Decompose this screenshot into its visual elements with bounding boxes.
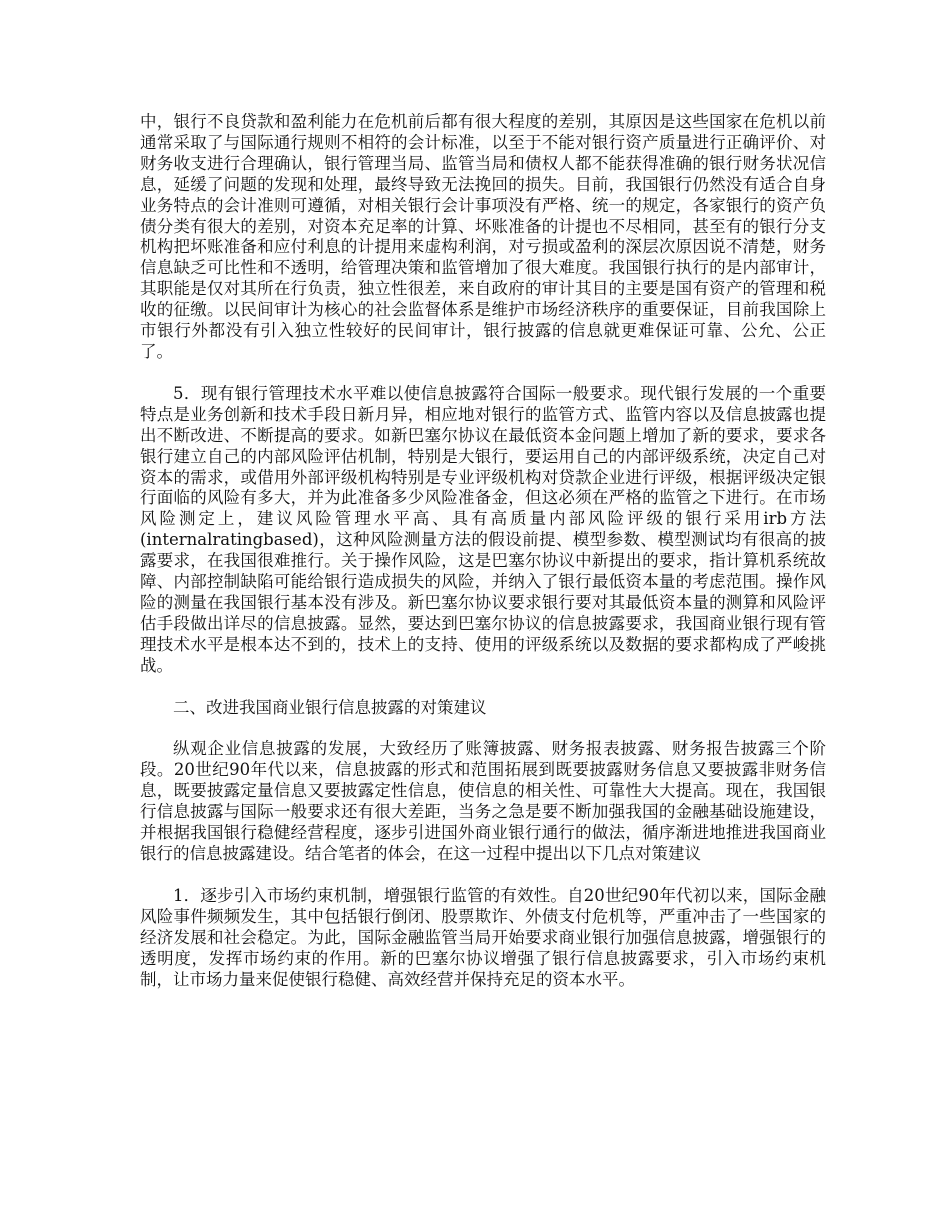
- body-paragraph-2: 5．现有银行管理技术水平难以使信息披露符合国际一般要求。现代银行发展的一个重要特点是业务创新和技术手段日新月异，相应地对银行的监管方式、监管内容以及信息披露也提出不断改进、不断提高的要求。如新巴塞尔协议在最低资本金问题上增加了新的要求，要求各银行建立自己的内部风险评估机制，特别是大银行，要运用自己的内部评级系统，决定自己对资本的需求，或借用外部评级机构特别是专业评级机构对贷款企业进行评级，根据评级决定银行面临的风险有多大，并为此准备多少风险准备金，但这必须在严格的监管之下进行。在市场风险测定上，建议风险管理水平高、具有高质量内部风险评级的银行采用irb方法(internalratingbased)，这种风险测量方法的假设前提、模型参数、模型测试均有很高的披露要求，在我国很难推行。关于操作风险，这是巴塞尔协议中新提出的要求，指计算机系统故障、内部控制缺陷可能给银行造成损失的风险，并纳入了银行最低资本量的考虑范围。操作风险的测量在我国银行基本没有涉及。新巴塞尔协议要求银行要对其最低资本量的测算和风险评估手段做出详尽的信息披露。显然，要达到巴塞尔协议的信息披露要求，我国商业银行现有管理技术水平是根本达不到的，技术上的支持、使用的评级系统以及数据的要求都构成了严峻挑战。: [140, 383, 826, 675]
- body-paragraph-1: 中，银行不良贷款和盈利能力在危机前后都有很大程度的差别，其原因是这些国家在危机以前通常采取了与国际通行规则不相符的会计标准，以至于不能对银行资产质量进行正确评价、对财务收支进行合理确认，银行管理当局、监管当局和债权人都不能获得准确的银行财务状况信息，延缓了问题的发现和处理，最终导致无法挽回的损失。目前，我国银行仍然没有适合自身业务特点的会计准则可遵循，对相关银行会计事项没有严格、统一的规定，各家银行的资产负债分类有很大的差别，对资本充足率的计算、坏账准备的计提也不尽相同，甚至有的银行分支机构把坏账准备和应付利息的计提用来虚构利润，对亏损或盈利的深层次原因说不清楚，财务信息缺乏可比性和不透明，给管理决策和监管增加了很大难度。我国银行执行的是内部审计，其职能是仅对其所在行负责，独立性很差，来自政府的审计其目的主要是国有资产的管理和税收的征缴。以民间审计为核心的社会监督体系是维护市场经济秩序的重要保证，目前我国除上市银行外都没有引入独立性较好的民间审计，银行披露的信息就更难保证可靠、公允、公正了。: [140, 112, 826, 361]
- body-paragraph-4: 1．逐步引入市场约束机制，增强银行监管的有效性。自20世纪90年代初以来，国际金融风险事件频频发生，其中包括银行倒闭、股票欺诈、外债支付危机等，严重冲击了一些国家的经济发展和社会稳定。为此，国际金融监管当局开始要求商业银行加强信息披露，增强银行的透明度，发挥市场约束的作用。新的巴塞尔协议增强了银行信息披露要求，引入市场约束机制，让市场力量来促使银行稳健、高效经营并保持充足的资本水平。: [140, 885, 826, 989]
- body-paragraph-3: 纵观企业信息披露的发展，大致经历了账簿披露、财务报表披露、财务报告披露三个阶段。20世纪90年代以来，信息披露的形式和范围拓展到既要披露财务信息又要披露非财务信息，既要披露定量信息又要披露定性信息，使信息的相关性、可靠性大大提高。现在，我国银行信息披露与国际一般要求还有很大差距，当务之急是要不断加强我国的金融基础设施建设，并根据我国银行稳健经营程度，逐步引进国外商业银行通行的做法，循序渐进地推进我国商业银行的信息披露建设。结合笔者的体会，在这一过程中提出以下几点对策建议: [140, 739, 826, 863]
- paragraph-spacer: [140, 363, 826, 384]
- paragraph-spacer: [140, 865, 826, 886]
- section-heading: 二、改进我国商业银行信息披露的对策建议: [173, 697, 487, 717]
- paragraph-spacer: [140, 677, 826, 698]
- paragraph-spacer: [140, 718, 826, 739]
- document-page: [140, 112, 826, 990]
